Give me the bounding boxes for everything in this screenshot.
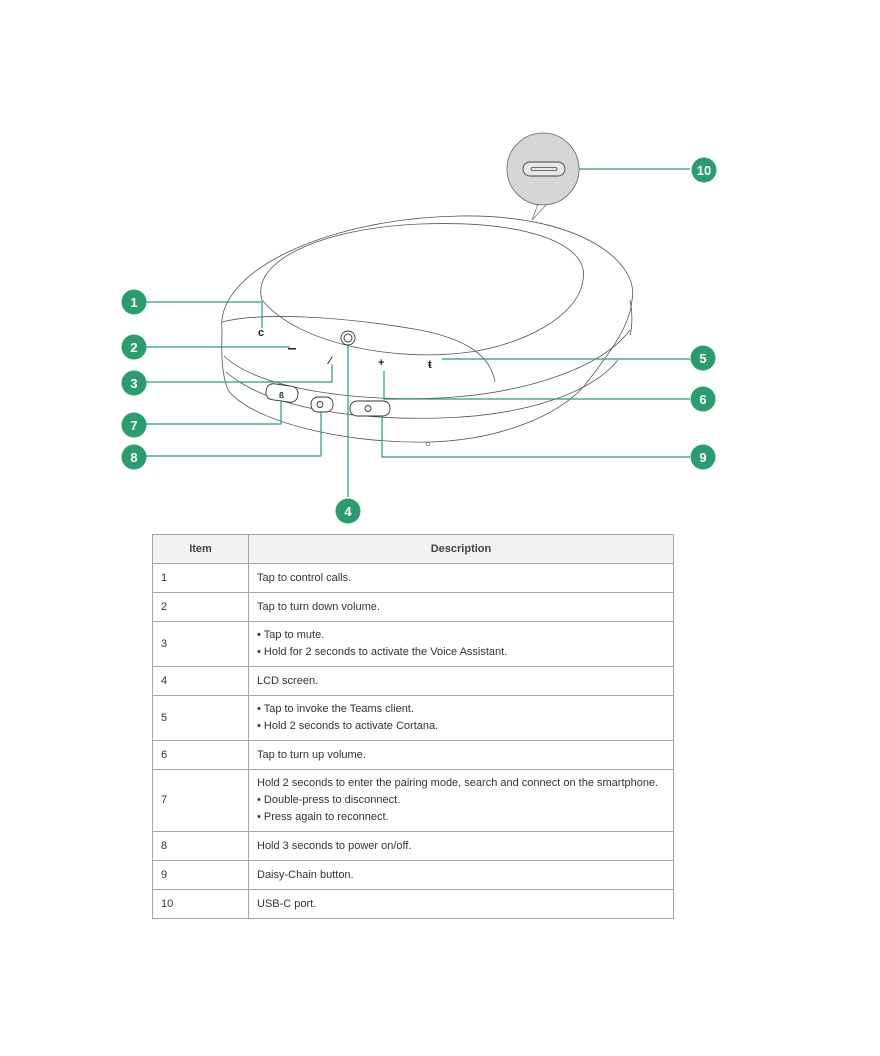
svg-text:4: 4 — [344, 504, 352, 519]
power-button — [311, 397, 333, 412]
description-line: • Press again to reconnect. — [257, 811, 389, 823]
item-number-cell: 9 — [153, 861, 249, 890]
description-line: USB-C port. — [257, 897, 317, 910]
table-row — [153, 593, 674, 622]
callout-badge — [122, 290, 147, 315]
mute-icon: ⁄ — [329, 355, 331, 367]
svg-text:10: 10 — [696, 163, 712, 178]
item-number-cell: 10 — [153, 890, 249, 919]
description-line: LCD screen. — [257, 674, 319, 687]
description-line: • Tap to invoke the Teams client. — [257, 703, 414, 715]
item-number-cell: 3 — [153, 622, 249, 667]
leader-line-8 — [146, 412, 321, 456]
volume-down-icon — [288, 348, 296, 350]
item-number-cell: 8 — [153, 832, 249, 861]
callout-badge — [336, 499, 361, 524]
callout-badge — [691, 346, 716, 371]
header-description: Description — [249, 535, 674, 564]
table-row — [153, 667, 674, 696]
description-line: • Tap to mute. — [257, 629, 325, 641]
table-row — [153, 890, 674, 919]
table-row — [153, 564, 674, 593]
volume-up-icon: + — [378, 357, 385, 369]
item-number-cell: 2 — [153, 593, 249, 622]
description-cell — [249, 832, 674, 861]
description-line: Tap to turn up volume. — [257, 748, 366, 761]
table-row — [153, 770, 674, 832]
usb-c-zoom-bubble — [507, 133, 579, 220]
description-cell — [249, 741, 674, 770]
table-row — [153, 861, 674, 890]
description-line: Tap to turn down volume. — [257, 600, 380, 613]
table-row — [153, 622, 674, 667]
callout-badge — [692, 158, 717, 183]
description-line: Tap to control calls. — [257, 571, 352, 584]
svg-text:2: 2 — [130, 340, 138, 355]
leader-line-1 — [146, 302, 262, 328]
callout-badge — [122, 445, 147, 470]
leader-line-6 — [384, 371, 690, 399]
description-cell — [249, 861, 674, 890]
item-number-cell: 1 — [153, 564, 249, 593]
description-line: Hold 2 seconds to enter the pairing mode, search and connect on the smartphone. — [257, 777, 659, 789]
leader-line-9 — [382, 416, 690, 457]
table-row — [153, 741, 674, 770]
svg-text:9: 9 — [699, 450, 707, 465]
usb-c-port-icon — [523, 162, 565, 176]
header-item: Item — [153, 535, 249, 564]
svg-text:1: 1 — [130, 295, 138, 310]
svg-text:3: 3 — [130, 376, 138, 391]
device-body-outline — [222, 216, 633, 442]
description-line: Hold 3 seconds to power on/off. — [257, 839, 412, 852]
table-header-row — [153, 535, 674, 564]
bluetooth-icon: ß — [279, 391, 284, 400]
callout-badge — [122, 413, 147, 438]
call-icon: c — [258, 327, 265, 339]
item-number-cell: 4 — [153, 667, 249, 696]
item-description-table — [152, 534, 674, 919]
callout-badge — [691, 445, 716, 470]
description-line: • Hold 2 seconds to activate Cortana. — [257, 720, 439, 732]
description-cell — [249, 593, 674, 622]
table-row — [153, 832, 674, 861]
description-line: • Hold for 2 seconds to activate the Voice Assistant. — [257, 646, 508, 658]
daisy-chain-button — [350, 401, 390, 416]
item-number-cell: 6 — [153, 741, 249, 770]
svg-text:7: 7 — [130, 418, 138, 433]
description-cell — [249, 890, 674, 919]
description-line: • Double-press to disconnect. — [257, 794, 401, 806]
description-cell — [249, 622, 674, 667]
svg-text:8: 8 — [130, 450, 138, 465]
description-cell — [249, 770, 674, 832]
description-cell — [249, 667, 674, 696]
teams-icon: ŧ — [428, 359, 432, 371]
description-cell — [249, 696, 674, 741]
leader-line-7 — [146, 400, 281, 424]
svg-text:6: 6 — [699, 392, 707, 407]
callout-badge — [122, 335, 147, 360]
item-number-cell: 7 — [153, 770, 249, 832]
svg-text:5: 5 — [699, 351, 707, 366]
callout-badge — [691, 387, 716, 412]
item-number-cell: 5 — [153, 696, 249, 741]
callout-badge — [122, 371, 147, 396]
description-line: Daisy-Chain button. — [257, 868, 354, 881]
table-row — [153, 696, 674, 741]
description-cell — [249, 564, 674, 593]
lcd-call-icon — [341, 331, 355, 345]
